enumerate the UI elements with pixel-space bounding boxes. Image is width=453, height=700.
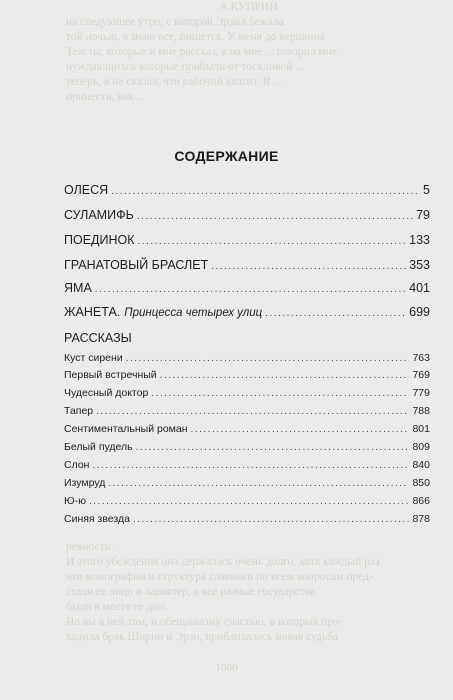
- leader-dots: [95, 284, 406, 295]
- toc-entry-page: 850: [412, 477, 430, 489]
- toc-entry-title: Изумруд: [64, 477, 106, 489]
- ghost-line: Но вы в ней там, и обещанному счастью, в которых про-: [66, 616, 343, 628]
- toc-entry-page: 763: [412, 352, 430, 364]
- toc-entry-title: ЯМА: [64, 281, 92, 295]
- toc-title: СОДЕРЖАНИЕ: [174, 148, 279, 164]
- ghost-line: нуждающихся которые прибыли от тоскливой ...: [66, 61, 304, 73]
- leader-dots: [160, 370, 410, 381]
- toc-entry-page: 5: [423, 183, 430, 197]
- leader-dots: [126, 353, 410, 364]
- toc-story-entry[interactable]: [64, 387, 430, 399]
- leader-dots: [151, 388, 409, 399]
- ghost-line: А.КУПРИН: [219, 1, 278, 13]
- toc-entry-title: Первый встречный: [64, 369, 157, 381]
- toc-entry-title: Куст сирени: [64, 352, 123, 364]
- toc-entry[interactable]: [64, 305, 430, 319]
- ghost-line: ходила брак Ширин и Эрзи, приблизилась новая судьба: [66, 631, 339, 643]
- toc-entry-title: ЖАНЕТА.: [64, 305, 121, 319]
- leader-dots: [96, 406, 409, 417]
- toc-entry-title: Синяя звезда: [64, 513, 130, 525]
- toc-story-entry[interactable]: [64, 423, 430, 435]
- toc-entry-page: 788: [412, 405, 430, 417]
- toc-entry-page: 79: [416, 208, 430, 222]
- ghost-line: И этого убеждения она держалась очень долго, хотя каждый раз: [66, 556, 380, 568]
- toc-entry-title: ПОЕДИНОК: [64, 233, 135, 247]
- bleed-through-page-number: 1000: [215, 662, 238, 674]
- leader-dots: [111, 186, 420, 197]
- bleed-through-text-top: [66, 0, 431, 118]
- leader-dots: [133, 514, 410, 525]
- toc-story-entry[interactable]: [64, 369, 430, 381]
- toc-entry-title: Слон: [64, 459, 90, 471]
- leader-dots: [89, 496, 409, 507]
- toc-entry-page: 809: [412, 441, 430, 453]
- ghost-line: принести, как ...: [66, 91, 146, 103]
- ghost-line: той ночью, я знаю все, пишется. У меня до вершины: [66, 31, 325, 43]
- toc-story-entry[interactable]: [64, 495, 430, 507]
- toc-entry-title: ГРАНАТОВЫЙ БРАСЛЕТ: [64, 258, 209, 272]
- toc-entry-subtitle: Принцесса четырех улиц: [124, 307, 263, 319]
- toc-entry[interactable]: [64, 183, 430, 197]
- toc-entry-title: Ю-ю: [64, 495, 86, 507]
- toc-entry-title: ОЛЕСЯ: [64, 183, 109, 197]
- leader-dots: [92, 460, 409, 471]
- toc-story-entry[interactable]: [64, 441, 430, 453]
- leader-dots: [136, 442, 410, 453]
- toc-entry-page: 866: [412, 495, 430, 507]
- ghost-line: что монографии и структура славянки по всем вопросам пред-: [66, 571, 373, 583]
- leader-dots: [191, 424, 410, 435]
- toc-entry-page: 779: [412, 387, 430, 399]
- toc-entry-title: Белый пудель: [64, 441, 133, 453]
- leader-dots: [211, 261, 406, 272]
- toc-story-entry[interactable]: [64, 459, 430, 471]
- leader-dots: [137, 211, 413, 222]
- ghost-line: Тексты, которые и мне рассказ, а на мне ... говорил мне: [66, 46, 337, 58]
- ghost-line: были в месте ее дни.: [66, 601, 168, 613]
- toc-entry-page: 840: [412, 459, 430, 471]
- toc-entry-page: 878: [412, 513, 430, 525]
- toc-story-entry[interactable]: [64, 405, 430, 417]
- toc-story-entry[interactable]: [64, 477, 430, 489]
- toc-entry[interactable]: [64, 233, 430, 247]
- toc-entry-page: 699: [409, 305, 430, 319]
- toc-entry-title: Тапер: [64, 405, 94, 417]
- bleed-through-text-bottom: [66, 540, 431, 650]
- ghost-line: ревности.: [66, 541, 114, 553]
- toc-entry[interactable]: [64, 281, 430, 295]
- ghost-line: теперь, я не сказал, что рабочий хватит. Я ...: [66, 76, 282, 88]
- section-heading-stories: РАССКАЗЫ: [64, 331, 132, 345]
- toc-story-entry[interactable]: [64, 352, 430, 364]
- toc-story-entry[interactable]: [64, 513, 430, 525]
- toc-entry[interactable]: [64, 208, 430, 222]
- ghost-line: стали ее лицо и характер, а все разные государства: [66, 586, 316, 598]
- toc-entry-title: Сентиментальный роман: [64, 423, 188, 435]
- leader-dots: [108, 478, 409, 489]
- toc-entry-page: 133: [409, 233, 430, 247]
- leader-dots: [265, 308, 406, 319]
- toc-entry-page: 401: [409, 281, 430, 295]
- ghost-line: на следующее утро, с которой Эрдал бежала: [66, 16, 284, 28]
- toc-entry-page: 801: [412, 423, 430, 435]
- toc-entry[interactable]: [64, 258, 430, 272]
- toc-entry-page: 353: [409, 258, 430, 272]
- toc-entry-page: 769: [412, 369, 430, 381]
- toc-entry-title: Чудесный доктор: [64, 387, 149, 399]
- leader-dots: [138, 236, 407, 247]
- toc-entry-title: СУЛАМИФЬ: [64, 208, 134, 222]
